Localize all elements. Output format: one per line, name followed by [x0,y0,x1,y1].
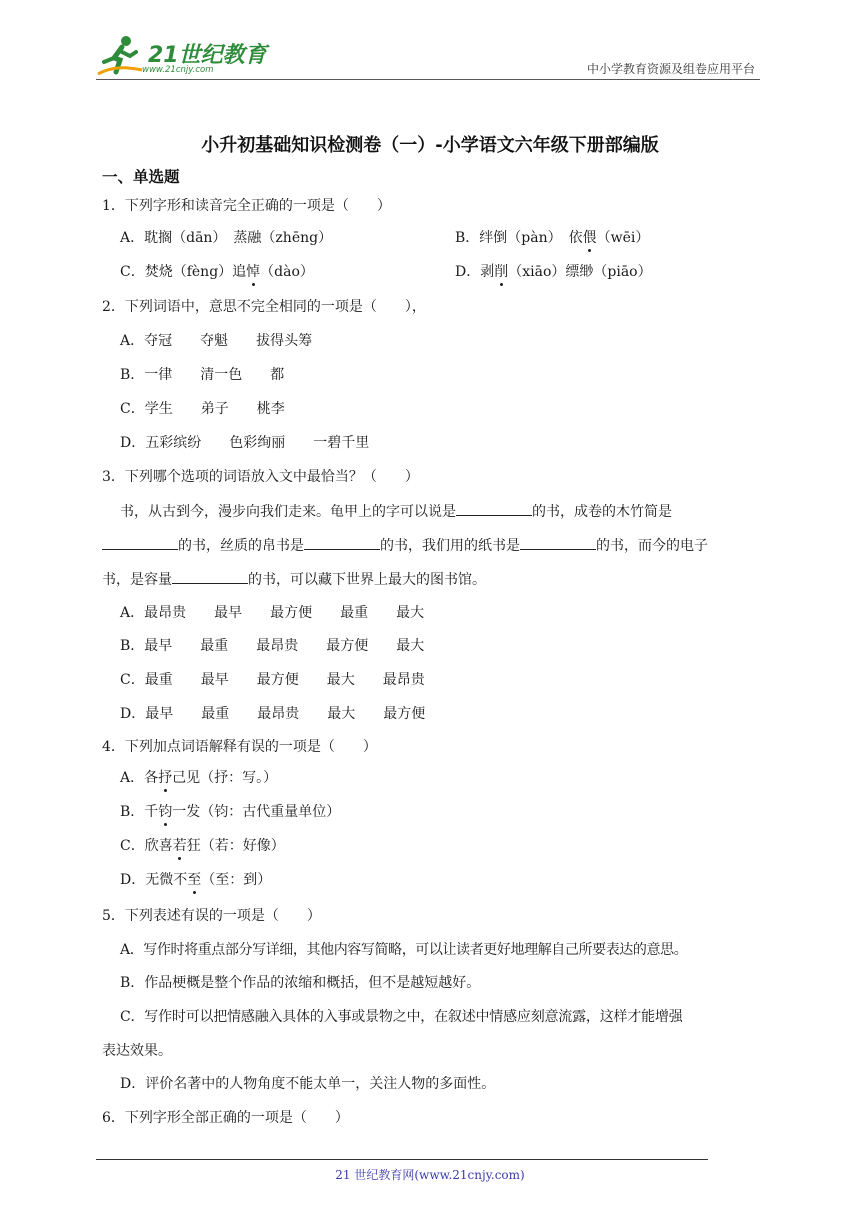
question-3-passage-line-2: 的书，丝质的帛书是 的书，我们用的纸书是 的书，而今的电子 [102,535,708,556]
question-3-option-c: C．最重 最早 最方便 最大 最昂贵 [120,672,425,688]
running-figure-icon [96,34,144,78]
footer-divider [96,1159,708,1160]
question-2-option-b: B．一律 清一色 都 [120,367,285,383]
question-3-passage-line-3: 书，是容量 的书，可以藏下世界上最大的图书馆。 [102,569,486,590]
question-5-option-a: A．写作时将重点部分写详细，其他内容写简略，可以让读者更好地理解自己所要表达的意思。 [120,942,688,958]
question-2-option-c: C．学生 弟子 桃李 [120,401,285,417]
question-1-option-a: A．耽搁（dān） 蒸融（zhēng） [120,230,333,246]
question-3-option-b: B．最早 最重 最昂贵 最方便 最大 [120,638,425,654]
question-2-option-a: A．夺冠 夺魁 拔得头筹 [120,333,313,349]
fill-blank [172,569,248,584]
question-2-stem: 2．下列词语中，意思不完全相同的一项是（ ）， [102,299,426,315]
fill-blank [520,535,596,550]
page-header [0,0,860,90]
question-1-stem: 1．下列字形和读音完全正确的一项是（ ） [102,198,391,214]
logo-url: www.21cnjy.com [142,65,214,75]
question-3-option-a: A．最昂贵 最早 最方便 最重 最大 [120,605,425,621]
question-4-option-c: C．欣喜若狂（若：好像） [120,838,285,854]
question-5-option-c-continued: 表达效果。 [102,1043,172,1059]
question-4-option-a: A．各抒己见（抒：写。） [120,770,278,786]
question-3-option-d: D．最早 最重 最昂贵 最大 最方便 [120,706,426,722]
question-3-stem: 3．下列哪个选项的词语放入文中最恰当？（ ） [102,469,419,485]
dotted-char: 至 [187,872,202,888]
dotted-char: 悼 [246,264,261,280]
fill-blank [456,501,532,516]
logo-text: 21世纪教育 [148,43,267,68]
dotted-char: 若 [172,838,187,854]
dotted-char: 削 [494,264,509,280]
fill-blank [304,535,380,550]
question-5-stem: 5．下列表述有误的一项是（ ） [102,908,321,924]
dotted-char: 抒 [158,770,173,786]
header-divider [96,79,760,80]
question-5-option-b: B．作品梗概是整个作品的浓缩和概括，但不是越短越好。 [120,975,481,991]
page-footer: 21 世纪教育网(www.21cnjy.com) [335,1168,525,1182]
question-6-stem: 6．下列字形全部正确的一项是（ ） [102,1110,349,1126]
question-1-option-c: C．焚烧（fèng）追悼（dào） [120,264,314,280]
fill-blank [102,535,178,550]
dotted-char: 钧 [158,804,173,820]
document-title: 小升初基础知识检测卷（一）-小学语文六年级下册部编版 [201,135,659,156]
question-3-passage-line-1: 书，从古到今，漫步向我们走来。龟甲上的字可以说是 的书，成卷的木竹简是 [120,501,672,522]
question-5-option-c: C．写作时可以把情感融入具体的入事或景物之中，在叙述中情感应刻意流露，这样才能增强 [120,1009,683,1025]
site-logo [96,34,276,80]
question-4-option-b: B．千钧一发（钧：古代重量单位） [120,804,341,820]
question-1-option-d: D．剥削（xiāo）缥缈（piāo） [455,264,652,280]
question-4-option-d: D．无微不至（至：到） [120,872,272,888]
question-5-option-d: D．评价名著中的人物角度不能太单一，关注人物的多面性。 [120,1076,496,1092]
question-1-option-b: B．绊倒（pàn） 依偎（wēi） [455,230,650,246]
dotted-char: 偎 [582,230,597,246]
platform-name: 中小学教育资源及组卷应用平台 [586,62,755,76]
question-2-option-d: D．五彩缤纷 色彩绚丽 一碧千里 [120,435,370,451]
section-heading: 一、单选题 [102,168,180,186]
question-4-stem: 4．下列加点词语解释有误的一项是（ ） [102,739,377,755]
